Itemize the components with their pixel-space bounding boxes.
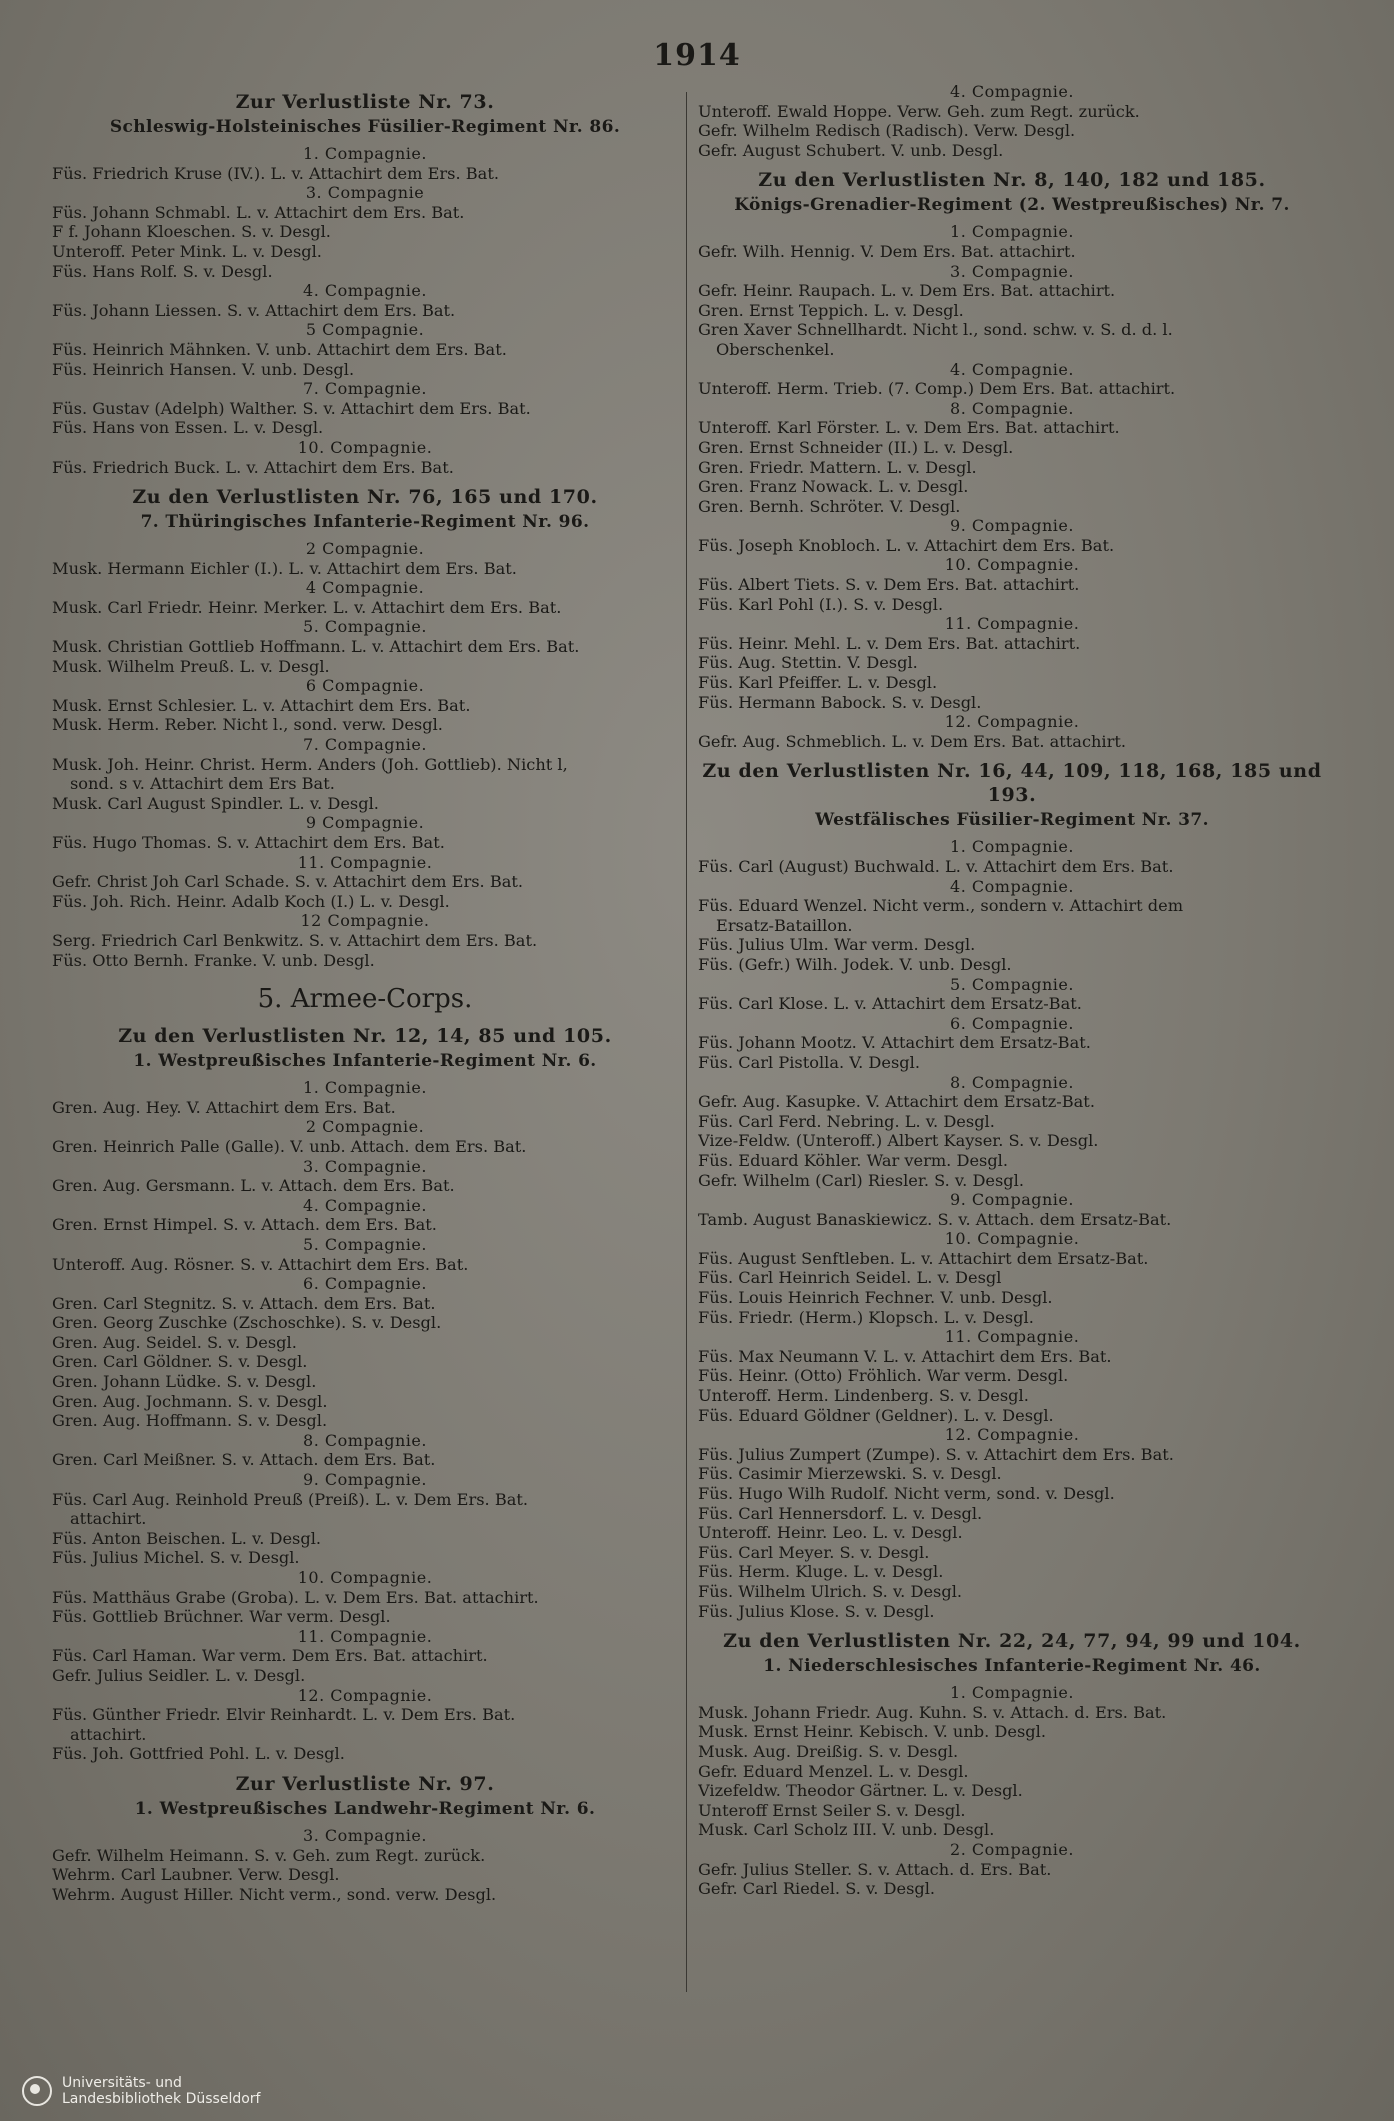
casualty-entry: Gren. Aug. Seidel. S. v. Desgl.	[52, 1332, 297, 1352]
company-heading: 3. Compagnie.	[303, 1825, 427, 1845]
regiment-heading: 1. Niederschlesisches Infanterie-Regiment Nr. 46.	[763, 1656, 1261, 1677]
casualty-entry: Unteroff. Heinr. Leo. L. v. Desgl.	[698, 1523, 963, 1543]
casualty-entry: Füs. Carl (August) Buchwald. L. v. Attachirt dem Ers. Bat.	[698, 857, 1174, 876]
casualty-entry: Füs. Julius Michel. S. v. Desgl.	[52, 1548, 300, 1568]
casualty-entry: Gefr. Christ Joh Carl Schade. S. v. Attachirt dem Ers. Bat.	[52, 872, 524, 892]
company-heading: 7. Compagnie.	[303, 379, 427, 399]
casualty-entry: Füs. Carl Ferd. Nebring. L. v. Desgl.	[698, 1111, 995, 1131]
company-heading: 1. Compagnie.	[950, 837, 1074, 857]
casualty-entry: Gren. Franz Nowack. L. v. Desgl.	[698, 477, 969, 497]
casualty-entry: Füs. Günther Friedr. Elvir Reinhardt. L. v. Dem Ers. Bat.	[52, 1705, 516, 1725]
company-heading: 9 Compagnie.	[305, 813, 425, 833]
regiment-heading: Schleswig-Holsteinisches Füsilier-Regiment Nr. 86.	[109, 117, 621, 137]
company-heading: 11. Compagnie.	[297, 852, 433, 872]
casualty-entry: Unteroff Ernst Seiler S. v. Desgl.	[698, 1800, 966, 1820]
casualty-entry: Gefr. August Schubert. V. unb. Desgl.	[698, 140, 1004, 160]
casualty-entry: Füs. Carl Hennersdorf. L. v. Desgl.	[698, 1503, 983, 1523]
casualty-entry: Gren. Aug. Gersmann. L. v. Attach. dem Ers. Bat.	[52, 1176, 455, 1196]
company-heading: 1. Compagnie.	[950, 1683, 1074, 1703]
company-heading: 1. Compagnie.	[303, 1078, 427, 1098]
casualty-entry: Füs. Julius Zumpert (Zumpe). S. v. Attachirt dem Ers. Bat.	[698, 1444, 1174, 1464]
casualty-entry: Musk. Hermann Eichler (I.). L. v. Attachirt dem Ers. Bat.	[52, 558, 517, 578]
casualty-entry: Wehrm. August Hiller. Nicht verm., sond. verw. Desgl.	[52, 1884, 497, 1904]
corps-heading: 5. Armee-Corps.	[257, 984, 473, 1015]
casualty-entry: Füs. Hugo Wilh Rudolf. Nicht verm, sond. v. Desgl.	[698, 1484, 1115, 1503]
casualty-entry: Unteroff. Peter Mink. L. v. Desgl.	[52, 241, 322, 261]
company-heading: 6 Compagnie.	[305, 676, 425, 696]
casualty-entry: Musk. Carl August Spindler. L. v. Desgl.	[52, 793, 379, 813]
casualty-entry: Serg. Friedrich Carl Benkwitz. S. v. Attachirt dem Ers. Bat.	[52, 930, 538, 950]
regiment-heading: 1. Westpreußisches Infanterie-Regiment Nr. 6.	[133, 1051, 597, 1072]
casualty-entry-continuation: sond. s v. Attachirt dem Ers Bat.	[70, 774, 335, 794]
casualty-entry: Füs. Johann Liessen. S. v. Attachirt dem Ers. Bat.	[52, 300, 456, 320]
casualty-entry: Füs. Joseph Knobloch. L. v. Attachirt dem Ers. Bat.	[698, 535, 1115, 555]
casualty-entry: Füs. Eduard Göldner (Geldner). L. v. Desgl.	[698, 1405, 1054, 1425]
company-heading: 6. Compagnie.	[303, 1274, 427, 1294]
casualty-entry: Musk. Herm. Reber. Nicht l., sond. verw. Desgl.	[52, 715, 443, 735]
casualty-entry: Füs. Matthäus Grabe (Groba). L. v. Dem Ers. Bat. attachirt.	[52, 1587, 539, 1607]
casualty-entry: Füs. Wilhelm Ulrich. S. v. Desgl.	[698, 1581, 963, 1601]
column-divider	[686, 92, 687, 1992]
regiment-heading: Königs-Grenadier-Regiment (2. Westpreußisches) Nr. 7.	[734, 195, 1290, 216]
company-heading: 10. Compagnie.	[944, 1229, 1080, 1249]
page-number: 1914	[653, 38, 741, 73]
company-heading: 11. Compagnie.	[944, 614, 1080, 634]
casualty-entry: Füs. Casimir Mierzewski. S. v. Desgl.	[698, 1464, 1002, 1484]
casualty-entry: Füs. Louis Heinrich Fechner. V. unb. Desgl.	[698, 1288, 1053, 1308]
casualty-entry: Musk. Johann Friedr. Aug. Kuhn. S. v. Attach. d. Ers. Bat.	[698, 1702, 1167, 1722]
casualty-entry: Füs. Joh. Gottfried Pohl. L. v. Desgl.	[52, 1744, 345, 1764]
casualty-entry: Gren. Carl Göldner. S. v. Desgl.	[52, 1352, 308, 1372]
casualty-entry: Musk. Carl Friedr. Heinr. Merker. L. v. Attachirt dem Ers. Bat.	[52, 597, 562, 617]
casualty-entry: Tamb. August Banaskiewicz. S. v. Attach. dem Ersatz-Bat.	[698, 1209, 1172, 1229]
casualty-entry: Gefr. Wilhelm (Carl) Riesler. S. v. Desgl.	[698, 1170, 1024, 1190]
company-heading: 10. Compagnie.	[297, 1568, 433, 1587]
company-heading: 3. Compagnie.	[303, 1156, 427, 1176]
casualty-entry: Gefr. Aug. Kasupke. V. Attachirt dem Ersatz-Bat.	[698, 1092, 1095, 1112]
company-heading: 9. Compagnie.	[303, 1470, 427, 1490]
company-heading: 3. Compagnie.	[950, 261, 1074, 281]
casualty-entry: Gefr. Carl Riedel. S. v. Desgl.	[698, 1879, 936, 1899]
company-heading: 1. Compagnie.	[950, 222, 1074, 242]
casualty-entry: Füs. Heinr. (Otto) Fröhlich. War verm. Desgl.	[698, 1366, 1069, 1386]
casualty-entry: Füs. Friedr. (Herm.) Klopsch. L. v. Desgl.	[698, 1307, 1034, 1327]
casualty-entry: Füs. Karl Pfeiffer. L. v. Desgl.	[698, 673, 938, 693]
right-column	[698, 82, 1326, 1899]
casualty-entry: Gren. Aug. Hoffmann. S. v. Desgl.	[52, 1411, 328, 1431]
company-heading: 5. Compagnie.	[950, 974, 1074, 994]
casualty-entry: Musk. Aug. Dreißig. S. v. Desgl.	[698, 1741, 959, 1761]
casualty-entry: Füs. Heinrich Mähnken. V. unb. Attachirt dem Ers. Bat.	[52, 339, 507, 359]
casualty-entry: Füs. Hugo Thomas. S. v. Attachirt dem Ers. Bat.	[52, 833, 445, 852]
company-heading: 11. Compagnie.	[297, 1626, 433, 1646]
casualty-entry: Gren. Georg Zuschke (Zschoschke). S. v. Desgl.	[52, 1313, 442, 1333]
casualty-entry: Füs. Friedrich Buck. L. v. Attachirt dem Ers. Bat.	[52, 457, 454, 477]
casualty-entry: Gefr. Wilh. Hennig. V. Dem Ers. Bat. attachirt.	[698, 241, 1076, 261]
casualty-entry: Füs. Karl Pohl (I.). S. v. Desgl.	[698, 594, 944, 614]
footer-line-2: Landesbibliothek Düsseldorf	[62, 2091, 261, 2107]
casualty-entry: Füs. Gustav (Adelph) Walther. S. v. Attachirt dem Ers. Bat.	[52, 398, 531, 418]
regiment-heading: 1. Westpreußisches Landwehr-Regiment Nr. 6.	[134, 1798, 596, 1819]
company-heading: 9. Compagnie.	[950, 1190, 1074, 1210]
casualty-entry: Gefr. Julius Steller. S. v. Attach. d. Ers. Bat.	[698, 1859, 1052, 1879]
casualty-entry: Füs. Carl Heinrich Seidel. L. v. Desgl	[698, 1268, 1002, 1288]
company-heading: 2 Compagnie.	[305, 539, 425, 559]
casualty-entry: Füs. August Senftleben. L. v. Attachirt dem Ersatz-Bat.	[698, 1248, 1149, 1268]
casualty-entry: Füs. (Gefr.) Wilh. Jodek. V. unb. Desgl.	[698, 954, 1012, 974]
company-heading: 2 Compagnie.	[305, 1117, 425, 1137]
casualty-entry: Füs. Heinr. Mehl. L. v. Dem Ers. Bat. attachirt.	[698, 633, 1081, 653]
casualty-entry: Vize-Feldw. (Unteroff.) Albert Kayser. S. v. Desgl.	[698, 1131, 1099, 1151]
casualty-entry: Musk. Joh. Heinr. Christ. Herm. Anders (Joh. Gottlieb). Nicht l,	[52, 754, 568, 774]
library-seal-icon	[22, 2076, 52, 2106]
casualty-entry-continuation: attachirt.	[70, 1724, 147, 1744]
casualty-entry: Unteroff. Karl Förster. L. v. Dem Ers. Bat. attachirt.	[698, 418, 1120, 438]
casualty-entry: Gren. Friedr. Mattern. L. v. Desgl.	[698, 457, 977, 477]
casualty-entry-continuation: Oberschenkel.	[716, 339, 835, 359]
company-heading: 4. Compagnie.	[950, 876, 1074, 896]
company-heading: 12. Compagnie.	[944, 712, 1080, 732]
casualty-entry: Füs. Joh. Rich. Heinr. Adalb Koch (I.) L. v. Desgl.	[52, 891, 450, 911]
casualty-entry: Gren. Carl Stegnitz. S. v. Attach. dem Ers. Bat.	[52, 1293, 436, 1313]
company-heading: 11. Compagnie.	[944, 1327, 1080, 1347]
casualty-entry: Füs. Heinrich Hansen. V. unb. Desgl.	[52, 359, 355, 379]
company-heading: 4. Compagnie.	[303, 1195, 427, 1215]
company-heading: 8. Compagnie.	[950, 1072, 1074, 1092]
casualty-entry: Füs. Eduard Wenzel. Nicht verm., sondern v. Attachirt dem	[698, 896, 1184, 916]
casualty-entry: Gren. Heinrich Palle (Galle). V. unb. Attach. dem Ers. Bat.	[52, 1136, 527, 1156]
regiment-heading: 7. Thüringisches Infanterie-Regiment Nr. 96.	[140, 512, 590, 533]
verlustliste-heading: Zu den Verlustlisten Nr. 12, 14, 85 und 105.	[118, 1025, 612, 1048]
casualty-entry: Füs. Julius Ulm. War verm. Desgl.	[698, 935, 976, 955]
company-heading: 2. Compagnie.	[950, 1839, 1074, 1859]
casualty-entry: Unteroff. Herm. Lindenberg. S. v. Desgl.	[698, 1386, 1029, 1406]
casualty-entry: Musk. Wilhelm Preuß. L. v. Desgl.	[52, 656, 330, 676]
company-heading: 5 Compagnie.	[305, 320, 425, 340]
company-heading: 12. Compagnie.	[297, 1685, 433, 1705]
company-heading: 5. Compagnie.	[303, 617, 427, 637]
casualty-entry: Füs. Carl Pistolla. V. Desgl.	[698, 1052, 920, 1072]
casualty-entry: Gefr. Heinr. Raupach. L. v. Dem Ers. Bat. attachirt.	[698, 281, 1116, 301]
company-heading: 12. Compagnie.	[944, 1425, 1080, 1445]
casualty-entry: Füs. Aug. Stettin. V. Desgl.	[698, 653, 918, 673]
verlustliste-heading: Zur Verlustliste Nr. 73.	[235, 91, 495, 113]
casualty-entry: Gefr. Eduard Menzel. L. v. Desgl.	[698, 1761, 969, 1781]
casualty-entry: Füs. Eduard Köhler. War verm. Desgl.	[698, 1150, 1009, 1170]
company-heading: 3. Compagnie	[305, 183, 425, 203]
company-heading: 7. Compagnie.	[303, 735, 427, 755]
casualty-entry: Unteroff. Herm. Trieb. (7. Comp.) Dem Ers. Bat. attachirt.	[698, 379, 1176, 399]
casualty-entry: Gefr. Julius Seidler. L. v. Desgl.	[52, 1665, 306, 1685]
verlustliste-heading: Zu den Verlustlisten Nr. 16, 44, 109, 118, 168, 185 und 193.	[702, 760, 1322, 807]
company-heading: 4. Compagnie.	[950, 359, 1074, 379]
casualty-entry-continuation: attachirt.	[70, 1509, 147, 1529]
casualty-entry: Füs. Anton Beischen. L. v. Desgl.	[52, 1528, 322, 1548]
casualty-entry: Musk. Ernst Schlesier. L. v. Attachirt dem Ers. Bat.	[52, 695, 471, 715]
casualty-entry: Gren. Ernst Teppich. L. v. Desgl.	[698, 300, 964, 320]
verlustliste-heading: Zu den Verlustlisten Nr. 8, 140, 182 und 185.	[758, 169, 1266, 192]
casualty-entry: Gren. Bernh. Schröter. V. Desgl.	[698, 496, 961, 516]
casualty-entry: Gren. Ernst Himpel. S. v. Attach. dem Ers. Bat.	[52, 1215, 437, 1235]
casualty-entry: Gren. Carl Meißner. S. v. Attach. dem Ers. Bat.	[52, 1450, 436, 1470]
casualty-entry: Füs. Otto Bernh. Franke. V. unb. Desgl.	[52, 950, 375, 970]
casualty-entry: Füs. Herm. Kluge. L. v. Desgl.	[698, 1562, 944, 1582]
casualty-entry: Unteroff. Aug. Rösner. S. v. Attachirt dem Ers. Bat.	[52, 1254, 469, 1274]
company-heading: 10. Compagnie.	[297, 437, 433, 457]
casualty-entry: Musk. Christian Gottlieb Hoffmann. L. v. Attachirt dem Ers. Bat.	[52, 637, 580, 657]
casualty-entry: Musk. Ernst Heinr. Kebisch. V. unb. Desgl.	[698, 1722, 1046, 1742]
casualty-entry-continuation: Ersatz-Bataillon.	[716, 915, 853, 935]
company-heading: 1. Compagnie.	[303, 144, 427, 163]
company-heading: 6. Compagnie.	[950, 1013, 1074, 1033]
footer-line-1: Universitäts- und	[62, 2075, 182, 2091]
casualty-entry: F f. Johann Kloeschen. S. v. Desgl.	[52, 222, 331, 242]
casualty-entry: Gren. Aug. Hey. V. Attachirt dem Ers. Bat.	[52, 1097, 396, 1117]
casualty-entry: Füs. Johann Mootz. V. Attachirt dem Ersatz-Bat.	[698, 1033, 1091, 1053]
company-heading: 12 Compagnie.	[300, 911, 430, 931]
casualty-entry: Gren Xaver Schnellhardt. Nicht l., sond. schw. v. S. d. d. l.	[698, 320, 1173, 340]
company-heading: 8. Compagnie.	[303, 1430, 427, 1450]
footer-text	[62, 2075, 260, 2107]
casualty-entry: Wehrm. Carl Laubner. Verw. Desgl.	[52, 1865, 340, 1885]
casualty-entry: Gefr. Wilhelm Redisch (Radisch). Verw. Desgl.	[698, 121, 1076, 141]
verlustliste-heading: Zu den Verlustlisten Nr. 76, 165 und 170.	[132, 486, 598, 509]
company-heading: 5. Compagnie.	[303, 1234, 427, 1254]
casualty-entry: Gren. Aug. Jochmann. S. v. Desgl.	[52, 1391, 328, 1411]
casualty-entry: Füs. Carl Meyer. S. v. Desgl.	[698, 1542, 930, 1562]
company-heading: 4. Compagnie.	[303, 281, 427, 301]
regiment-heading: Westfälisches Füsilier-Regiment Nr. 37.	[815, 810, 1209, 831]
company-heading: 8. Compagnie.	[950, 398, 1074, 418]
verlustliste-heading: Zur Verlustliste Nr. 97.	[235, 1772, 495, 1795]
casualty-entry: Gefr. Aug. Schmeblich. L. v. Dem Ers. Bat. attachirt.	[698, 731, 1127, 751]
left-column	[52, 82, 678, 1904]
company-heading: 4. Compagnie.	[950, 82, 1074, 101]
casualty-entry: Füs. Johann Schmabl. L. v. Attachirt dem Ers. Bat.	[52, 202, 465, 222]
company-heading: 10. Compagnie.	[944, 555, 1080, 575]
casualty-entry: Füs. Max Neumann V. L. v. Attachirt dem Ers. Bat.	[698, 1346, 1112, 1366]
casualty-entry: Füs. Hans Rolf. S. v. Desgl.	[52, 261, 273, 281]
casualty-entry: Füs. Gottlieb Brüchner. War verm. Desgl.	[52, 1607, 391, 1627]
casualty-entry: Gefr. Wilhelm Heimann. S. v. Geh. zum Regt. zurück.	[52, 1845, 486, 1865]
verlustliste-heading: Zu den Verlustlisten Nr. 22, 24, 77, 94, 99 und 104.	[723, 1630, 1301, 1653]
company-heading: 9. Compagnie.	[950, 516, 1074, 536]
casualty-entry: Gren. Ernst Schneider (II.) L. v. Desgl.	[698, 437, 1014, 457]
casualty-entry: Füs. Carl Haman. War verm. Dem Ers. Bat. attachirt.	[52, 1646, 488, 1666]
casualty-entry: Musk. Carl Scholz III. V. unb. Desgl.	[698, 1820, 995, 1840]
casualty-entry: Gren. Johann Lüdke. S. v. Desgl.	[52, 1372, 317, 1392]
casualty-entry: Füs. Hermann Babock. S. v. Desgl.	[698, 692, 982, 712]
casualty-entry: Füs. Carl Klose. L. v. Attachirt dem Ersatz-Bat.	[698, 994, 1082, 1014]
company-heading: 4 Compagnie.	[305, 578, 425, 598]
casualty-entry: Füs. Friedrich Kruse (IV.). L. v. Attachirt dem Ers. Bat.	[52, 163, 499, 183]
casualty-entry: Füs. Albert Tiets. S. v. Dem Ers. Bat. attachirt.	[698, 575, 1080, 595]
casualty-entry: Füs. Hans von Essen. L. v. Desgl.	[52, 418, 324, 438]
casualty-entry: Füs. Julius Klose. S. v. Desgl.	[698, 1601, 935, 1621]
casualty-entry: Vizefeldw. Theodor Gärtner. L. v. Desgl.	[698, 1781, 1023, 1801]
casualty-entry: Unteroff. Ewald Hoppe. Verw. Geh. zum Regt. zurück.	[698, 101, 1140, 121]
casualty-entry: Füs. Carl Aug. Reinhold Preuß (Preiß). L. v. Dem Ers. Bat.	[52, 1489, 529, 1509]
footer-watermark	[22, 2071, 260, 2111]
